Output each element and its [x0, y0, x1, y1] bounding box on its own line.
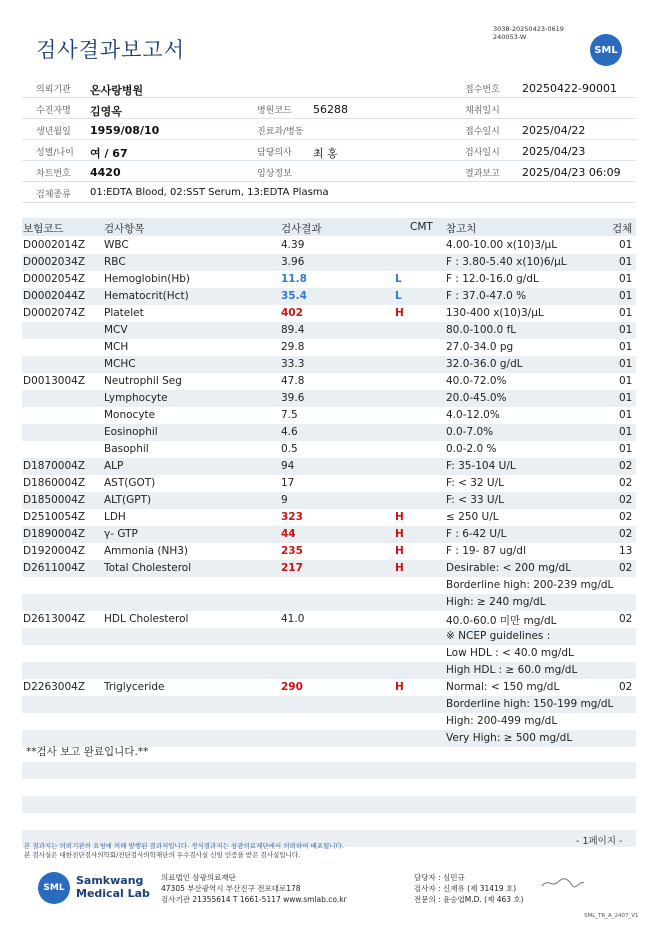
cell-specimen: 02 [619, 613, 633, 625]
cell-reference: High: ≥ 240 mg/dL [446, 596, 546, 608]
cell-specimen: 01 [619, 307, 633, 319]
cell-result: 41.0 [281, 613, 305, 625]
cell-reference: 40.0-60.0 미만 mg/dL [446, 615, 557, 627]
sexage-value: 여 / 67 [90, 147, 128, 160]
cell-test-name: HDL Cholesterol [104, 613, 189, 625]
org-address: 47305 부산광역시 부산진구 전포대로178 [161, 884, 301, 893]
staff-specialist: 전문의 : 윤승엽M.D. (제 463 호) [414, 895, 524, 904]
cell-specimen: 02 [619, 562, 633, 574]
cell-reference: 4.00-10.00 x(10)3/μL [446, 239, 558, 251]
specimen-label: 검체종류 [36, 190, 71, 200]
table-row [22, 339, 636, 356]
cell-code: D2263004Z [23, 681, 86, 693]
staff-manager: 담당자 : 심민규 [414, 873, 465, 882]
cell-specimen: 02 [619, 511, 633, 523]
cell-specimen: 01 [619, 375, 633, 387]
cell-result: 47.8 [281, 375, 305, 387]
chart-label: 차트번호 [36, 169, 71, 179]
cell-code: D0002044Z [23, 290, 86, 302]
cell-cmt: H [395, 545, 404, 557]
empty-row [22, 796, 636, 813]
cell-cmt: L [395, 273, 402, 285]
cell-result: 39.6 [281, 392, 305, 404]
cell-specimen: 01 [619, 358, 633, 370]
cell-reference: Borderline high: 200-239 mg/dL [446, 579, 614, 591]
table-row [22, 475, 636, 492]
hospcode-label: 병원코드 [257, 106, 292, 116]
cell-specimen: 01 [619, 256, 633, 268]
cell-cmt: H [395, 528, 404, 540]
cell-specimen: 01 [619, 273, 633, 285]
cell-reference: 32.0-36.0 g/dL [446, 358, 523, 370]
hospital-value: 온사랑병원 [90, 84, 144, 97]
cell-specimen: 02 [619, 528, 633, 540]
cell-reference: 20.0-45.0% [446, 392, 507, 404]
table-row [22, 407, 636, 424]
cell-reference: 80.0-100.0 fL [446, 324, 517, 336]
cell-result: 35.4 [281, 290, 307, 302]
cell-code: D1860004Z [23, 477, 86, 489]
cell-test-name: WBC [104, 239, 129, 251]
doctor-label: 담당의사 [257, 148, 292, 158]
results-table-header [22, 218, 636, 236]
cell-code: D1850004Z [23, 494, 86, 506]
cell-reference: F: < 32 U/L [446, 477, 505, 489]
cell-code: D0002014Z [23, 239, 86, 251]
cell-test-name: Monocyte [104, 409, 156, 421]
cell-cmt: H [395, 511, 404, 523]
receipt-date-value: 2025/04/22 [522, 124, 586, 137]
cell-test-name: Neutrophil Seg [104, 375, 182, 387]
table-row [22, 679, 636, 696]
cell-specimen: 01 [619, 443, 633, 455]
table-row [22, 441, 636, 458]
cell-reference: 0.0-7.0% [446, 426, 494, 438]
table-row [22, 509, 636, 526]
table-row [22, 696, 636, 713]
cell-specimen: 01 [619, 290, 633, 302]
cell-result: 44 [281, 528, 296, 540]
dept-label: 진료과/병동 [257, 127, 304, 137]
cell-result: 0.5 [281, 443, 298, 455]
cell-reference: High HDL : ≥ 60.0 mg/dL [446, 664, 578, 676]
info-row-hospital [22, 78, 636, 98]
cell-test-name: γ- GTP [104, 528, 138, 540]
org-name: 의료법인 삼광의료재단 [161, 873, 236, 882]
cell-result: 33.3 [281, 358, 305, 370]
report-value: 2025/04/23 06:09 [522, 166, 621, 179]
table-row [22, 560, 636, 577]
cell-reference: F : 37.0-47.0 % [446, 290, 527, 302]
cell-cmt: H [395, 681, 404, 693]
table-row [22, 628, 636, 645]
cell-code: D1870004Z [23, 460, 86, 472]
cell-reference: F: 35-104 U/L [446, 460, 516, 472]
info-row-name [22, 99, 636, 119]
cell-specimen: 01 [619, 239, 633, 251]
cell-test-name: LDH [104, 511, 126, 523]
cell-result: 290 [281, 681, 303, 693]
empty-row [22, 762, 636, 779]
table-row [22, 271, 636, 288]
signature-image [540, 876, 586, 892]
cell-reference: Very High: ≥ 500 mg/dL [446, 732, 573, 744]
cell-cmt: H [395, 307, 404, 319]
cell-reference: 130-400 x(10)3/μL [446, 307, 544, 319]
cell-test-name: ALT(GPT) [104, 494, 152, 506]
table-row [22, 526, 636, 543]
col-result: 검사결과 [281, 223, 322, 235]
table-row [22, 594, 636, 611]
birth-value: 1959/08/10 [90, 124, 160, 137]
form-code: SML_TR_A_2407_V1 [584, 913, 639, 919]
table-row [22, 543, 636, 560]
clinical-label: 임상정보 [257, 169, 292, 179]
col-cmt: CMT [410, 221, 433, 233]
specimen-value: 01:EDTA Blood, 02:SST Serum, 13:EDTA Plasma [90, 187, 329, 198]
cell-reference: High: 200-499 mg/dL [446, 715, 558, 727]
info-row-birth [22, 120, 636, 140]
document-id-line2: 240053-W [493, 33, 527, 41]
table-row [22, 237, 636, 254]
table-row [22, 458, 636, 475]
cell-reference: Normal: < 150 mg/dL [446, 681, 560, 693]
cell-result: 4.39 [281, 239, 305, 251]
cell-result: 235 [281, 545, 303, 557]
table-row [22, 390, 636, 407]
cell-code: D0002034Z [23, 256, 86, 268]
cell-specimen: 13 [619, 545, 633, 557]
cell-code: D0002074Z [23, 307, 86, 319]
cell-reference: ≤ 250 U/L [446, 511, 499, 523]
cell-result: 217 [281, 562, 303, 574]
cell-test-name: MCHC [104, 358, 136, 370]
cell-reference: Borderline high: 150-199 mg/dL [446, 698, 614, 710]
cell-test-name: AST(GOT) [104, 477, 156, 489]
test-date-value: 2025/04/23 [522, 145, 586, 158]
cell-reference: F : 3.80-5.40 x(10)6/μL [446, 256, 567, 268]
col-spec: 검체 [612, 223, 633, 235]
cell-reference: Low HDL : < 40.0 mg/dL [446, 647, 574, 659]
receipt-no-label: 접수번호 [465, 85, 500, 95]
table-row [22, 254, 636, 271]
cell-specimen: 02 [619, 477, 633, 489]
cell-test-name: Basophil [104, 443, 149, 455]
footer-org [161, 872, 347, 905]
footer-staff [414, 872, 524, 905]
cell-reference: F: < 33 U/L [446, 494, 505, 506]
cell-specimen: 01 [619, 426, 633, 438]
cell-reference: ※ NCEP guidelines : [446, 630, 551, 642]
cell-result: 3.96 [281, 256, 305, 268]
cell-reference: F : 6-42 U/L [446, 528, 507, 540]
table-row [22, 288, 636, 305]
table-row [22, 424, 636, 441]
cell-specimen: 01 [619, 324, 633, 336]
cell-result: 4.6 [281, 426, 298, 438]
sexage-label: 성별/나이 [36, 148, 74, 158]
footer-brand [76, 874, 150, 900]
cell-result: 402 [281, 307, 303, 319]
doctor-value: 최 홍 [313, 147, 338, 160]
table-row [22, 662, 636, 679]
cell-result: 11.8 [281, 273, 307, 285]
collect-label: 채취일시 [465, 106, 500, 116]
cell-reference: F : 12.0-16.0 g/dL [446, 273, 539, 285]
sml-footer-logo-icon: SML [38, 872, 70, 904]
cell-specimen: 01 [619, 341, 633, 353]
table-row [22, 356, 636, 373]
birth-label: 생년월일 [36, 127, 71, 137]
document-id-line1: 3038-20250423-0619 [493, 25, 564, 33]
receipt-date-label: 접수일시 [465, 127, 500, 137]
name-value: 김영옥 [90, 105, 122, 118]
cell-test-name: Total Cholesterol [104, 562, 192, 574]
page-number: - 1페이지 - [576, 836, 623, 847]
cell-reference: 4.0-12.0% [446, 409, 500, 421]
cell-test-name: Ammonia (NH3) [104, 545, 189, 557]
table-row [22, 713, 636, 730]
cell-test-name: Hematocrit(Hct) [104, 290, 189, 302]
cell-code: D2613004Z [23, 613, 86, 625]
cell-reference: F : 19- 87 ug/dl [446, 545, 526, 557]
cell-test-name: MCH [104, 341, 129, 353]
completion-text: **검사 보고 완료입니다.** [26, 746, 149, 758]
cell-code: D1920004Z [23, 545, 86, 557]
info-row-sexage [22, 141, 636, 161]
cell-result: 323 [281, 511, 303, 523]
cell-reference: 0.0-2.0 % [446, 443, 497, 455]
table-row [22, 577, 636, 594]
footer-note-1: 본 결과지는 의뢰기관의 요청에 의해 발행된 결과지입니다. 정식결과지는 삼광의료재단에서 의뢰하여 배포됩니다. [24, 842, 344, 850]
cell-result: 89.4 [281, 324, 305, 336]
cell-result: 9 [281, 494, 288, 506]
cell-specimen: 02 [619, 460, 633, 472]
staff-tester: 검사자 : 신재유 (제 31419 호) [414, 884, 517, 893]
col-code: 보험코드 [23, 223, 64, 235]
sml-logo-icon: SML [590, 34, 622, 66]
cell-reference: 40.0-72.0% [446, 375, 507, 387]
page-title: 검사결과보고서 [36, 38, 186, 62]
cell-test-name: Eosinophil [104, 426, 158, 438]
chart-value: 4420 [90, 166, 121, 179]
cell-code: D0002054Z [23, 273, 86, 285]
test-date-label: 검사일시 [465, 148, 500, 158]
cell-test-name: Hemoglobin(Hb) [104, 273, 191, 285]
cell-result: 29.8 [281, 341, 305, 353]
cell-specimen: 01 [619, 409, 633, 421]
cell-test-name: MCV [104, 324, 128, 336]
cell-cmt: H [395, 562, 404, 574]
table-row [22, 645, 636, 662]
cell-test-name: RBC [104, 256, 126, 268]
name-label: 수진자명 [36, 106, 71, 116]
table-row [22, 492, 636, 509]
table-row [22, 322, 636, 339]
cell-reference: Desirable: < 200 mg/dL [446, 562, 572, 574]
info-row-specimen [22, 183, 636, 203]
cell-specimen: 01 [619, 392, 633, 404]
col-ref: 참고치 [446, 223, 477, 235]
info-row-chart [22, 162, 636, 182]
cell-test-name: Lymphocyte [104, 392, 168, 404]
cell-test-name: Platelet [104, 307, 144, 319]
cell-code: D2510054Z [23, 511, 86, 523]
cell-test-name: Triglyceride [104, 681, 165, 693]
cell-test-name: ALP [104, 460, 124, 472]
cell-cmt: L [395, 290, 402, 302]
cell-result: 94 [281, 460, 295, 472]
hospital-label: 의뢰기관 [36, 85, 71, 95]
org-contact: 검사기관 21355614 T 1661-5117 www.smlab.co.kr [161, 895, 347, 904]
cell-code: D0013004Z [23, 375, 86, 387]
receipt-no-value: 20250422-90001 [522, 82, 617, 95]
cell-specimen: 02 [619, 681, 633, 693]
brand-line-1: Samkwang [76, 874, 144, 887]
cell-result: 7.5 [281, 409, 298, 421]
footer-note-2: 본 검사실은 대한진단검사의학회/진단검사의학재단의 우수검사실 신임 인증을 받은 검사실입니다. [24, 851, 301, 859]
cell-code: D2611004Z [23, 562, 86, 574]
hospcode-value: 56288 [313, 103, 348, 116]
table-row [22, 305, 636, 322]
cell-result: 17 [281, 477, 295, 489]
table-row [22, 373, 636, 390]
cell-specimen: 02 [619, 494, 633, 506]
table-row [22, 611, 636, 628]
cell-code: D1890004Z [23, 528, 86, 540]
report-label: 결과보고 [465, 169, 500, 179]
cell-reference: 27.0-34.0 pg [446, 341, 514, 353]
col-name: 검사항목 [104, 223, 145, 235]
brand-line-2: Medical Lab [76, 887, 150, 900]
